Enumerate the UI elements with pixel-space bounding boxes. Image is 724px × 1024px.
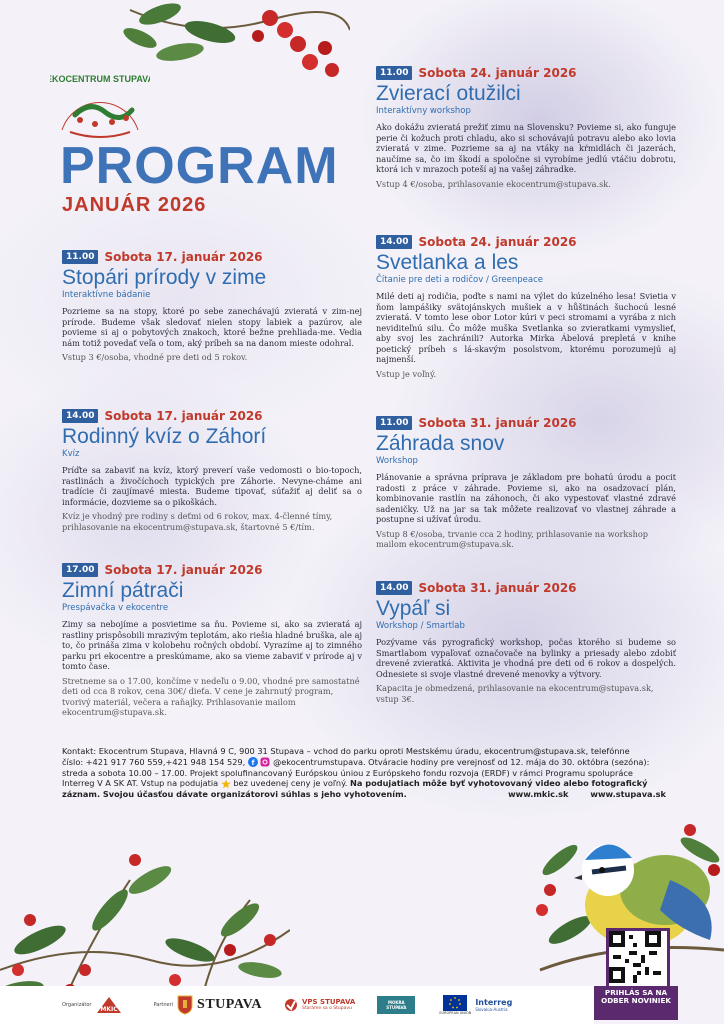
contact-web-row [62, 789, 666, 800]
partners [153, 995, 262, 1015]
time-badge: 14.00 [62, 409, 98, 423]
footer-logos [0, 986, 594, 1024]
qr-code[interactable] [606, 928, 670, 992]
event-subtitle: Interaktívny workshop [376, 106, 471, 117]
event-note: Vstup 3 €/osoba, vhodné pre deti od 5 rokov. [62, 352, 248, 363]
instagram-icon[interactable] [260, 757, 270, 767]
event-note: Vstup je voľný. [376, 368, 437, 379]
time-badge: 11.00 [376, 416, 412, 430]
event-description: Ako dokážu zvieratá prežiť zimu na Slovensku? Povieme si, ako funguje perie či kožuch proti chladu, ako si schovávajú potravu alebo ako lovia zvieratá v zime. Pozrieme sa aj na vtáky na kŕmidlách či jazerách, naučíme sa, čo im škodí a spoločne si vyrobíme jedlú vtáčiu dobrotu, ktorá ich v mrazoch poteší aj na vašej záhradke. [376, 122, 676, 175]
eu-label: EUROPEAN UNION [439, 1011, 472, 1015]
event-date: Sobota 24. január 2026 [418, 66, 577, 80]
newsletter-signup-label[interactable]: PRIHLÁS SA NA ODBER NOVINIEK [594, 986, 678, 1020]
qr-pattern-icon [609, 931, 661, 983]
contact-line [62, 757, 666, 768]
organizer [62, 995, 123, 1015]
event-card-4 [376, 235, 676, 379]
time-badge: 11.00 [376, 66, 412, 80]
event-card-2 [62, 563, 362, 718]
interreg-subtitle: Slovakia-Austria [475, 1006, 508, 1012]
time-badge: 11.00 [62, 250, 98, 264]
mkic-logo-icon [95, 995, 123, 1015]
event-note: Vstup 4 €/osoba, prihlasovanie ekocentrum@stupava.sk. [376, 178, 611, 189]
eu-logo [439, 995, 512, 1015]
event-description: Milé deti aj rodičia, poďte s nami na výlet do kúzelného lesa! Svietia v ňom lampášiky svätojánskych mušiek a v hůštinách šuchocú lesné zvieratá. V tomto lese obor Lotor kúri v peci stromami a vyrába z nich neviditeľnú silu. Čo môže muška Svetlanka so zvieratkami vymyslieť, aby svoj les zachránili? Autorka Mirka Ábelová prepletá v knihe poetický príbeh s lá-skavým posolstvom, ktorému porozumejú aj najmenší. [376, 291, 676, 365]
event-description: Pozrieme sa na stopy, ktoré po sebe zanechávajú zvieratá v zim-nej prírode. Budeme však sledovať nielen stopy labiek a pazúrov, ale povieme si aj o pobytových znakoch, ktoré bežne prehliada-me. Vedia nám totiž povedať veľa o tom, aký príbeh sa na danom mieste odohral. [62, 306, 362, 348]
event-title: Rodinný kvíz o Záhorí [62, 425, 267, 448]
green-logo-badge: MOKRA STUPAVA [377, 996, 415, 1014]
event-note: Kvíz je vhodný pre rodiny s deťmi od 6 rokov, max. 4-členné tímy, prihlasovanie na ekocentrum@stupava.sk, štartovné 5 €/tím. [62, 511, 333, 532]
stupava-coat-of-arms-icon [177, 995, 193, 1015]
event-title: Záhrada snov [376, 432, 505, 455]
facebook-icon[interactable] [248, 757, 258, 767]
event-date: Sobota 24. január 2026 [418, 235, 577, 249]
stupava-logo-text: STUPAVA [197, 997, 262, 1012]
time-badge: 14.00 [376, 581, 412, 595]
consent-text: záznam. Svojou účasťou dávate organizátorovi súhlas s jeho vyhotovením. [62, 789, 407, 800]
ekocentrum-logo [50, 60, 150, 144]
event-title: Svetlanka a les [376, 251, 519, 274]
event-description: Plánovanie a správna príprava je základom pre bohatú úrodu a pocit radosti z práce v záhrade. Povieme si, ako na osadzovací plán, kombinovanie rastlín na záhonoch, či ako vypestovať vlastné zdravé sadeničky. Už na jar sa tak môžete realizovať vo vlastnej záhrade a postupne si užívať úrodu. [376, 472, 676, 525]
website-link-mkic[interactable]: www.mkic.sk [508, 789, 569, 800]
event-date: Sobota 31. január 2026 [418, 581, 577, 595]
event-note: Stretneme sa o 17.00, končíme v nedeľu o 9.00, vhodné pre samostatné deti od cca 8 rokov, cena 30€/ dieťa. V cene je zahrnutý program, tvorivý materiál, večera a raňajky. Prihlasovanie mailom ekocentrum@stupava.sk. [62, 675, 360, 718]
svg-text:f: f [251, 759, 255, 768]
green-partner-logo [377, 996, 415, 1014]
event-subtitle: Prespávačka v ekocentre [62, 603, 169, 614]
event-card-1 [62, 409, 362, 532]
event-card-5 [376, 416, 676, 550]
event-card-0 [62, 250, 362, 363]
partners-label: Partneri [153, 1002, 174, 1008]
event-title: Zimní pátrači [62, 579, 184, 602]
event-date: Sobota 31. január 2026 [418, 416, 577, 430]
event-note: Vstup 8 €/osoba, trvanie cca 2 hodiny, prihlasovanie na workshop mailom ekocentrum@stupava.sk. [376, 528, 649, 550]
berries-illustration-bottom [0, 820, 290, 1010]
event-description: Zimy sa nebojíme a posvietime sa ňu. Povieme si, ako sa zvieratá aj rastliny prispôsobili mrazivým teplotám, ako riešia hladné bruška, ale aj to, čo prináša zima v kolobehu ročných období. Vyrazíme aj to zimného parku pri ekocentre a preskúmame, ako sa vieme zabaviť v prírode aj v tomto čase. [62, 619, 363, 672]
eu-flag-icon [443, 995, 467, 1011]
vps-logo [284, 998, 355, 1012]
event-subtitle: Čítanie pre deti a rodičov / Greenpeace [376, 275, 543, 286]
berries-illustration-top [120, 0, 350, 80]
event-title: Stopári prírody v zime [62, 266, 267, 289]
event-subtitle: Kvíz [62, 449, 80, 460]
page-subtitle: JANUÁR 2026 [62, 194, 207, 216]
event-subtitle: Interaktívne bádanie [62, 290, 151, 301]
mkic-logo-text: MKIC [100, 1006, 119, 1013]
vps-logo-text: VPS STUPAVA [302, 998, 356, 1006]
page-title: PROGRAM [60, 137, 339, 195]
contact-line [62, 778, 666, 789]
event-subtitle: Workshop [376, 456, 418, 467]
event-note: Kapacita je obmedzená, prihlasovanie na ekocentrum@stupava.sk, vstup 3€. [376, 683, 654, 704]
vps-slogan: Staráme sa o Stupavu [302, 1006, 352, 1011]
organizer-label: Organizátor [62, 1002, 92, 1008]
event-card-6 [376, 581, 676, 704]
contact-text: bez uvedenej ceny je voľný. [233, 778, 348, 789]
phone-numbers: číslo: +421 917 760 559,+421 948 154 529, [62, 756, 246, 767]
social-handle: @ekocentrumstupava. Otváracie hodiny pre verejnosť od 12. mája do 30. októbra (sezóna): [273, 756, 650, 767]
event-title: Zvierací otužilci [376, 82, 521, 105]
vps-logo-icon [284, 998, 298, 1012]
event-card-3 [376, 66, 676, 189]
contact-line: streda a sobota 10.00 – 17.00. Projekt spolufinancovaný Európskou úniou z Európskeho fondu rozvoja (ERDF) v rámci Programu spolupráce [62, 767, 633, 778]
consent-text: Na podujatiach môže byť vyhotovovaný video alebo fotografický [350, 778, 648, 789]
time-badge: 14.00 [376, 235, 412, 249]
event-title: Vypáľ si [376, 597, 451, 620]
event-subtitle: Workshop / Smartlab [376, 621, 465, 632]
contact-line: Kontakt: Ekocentrum Stupava, Hlavná 9 C, 900 31 Stupava – vchod do parku oproti Mestskému úradu, ekocentrum@stupava.sk, telefónne [62, 746, 630, 756]
event-description: Pozývame vás pyrografický workshop, počas ktorého si budeme so Smartlabom vypaľovať označovače na bylinky a priesady alebo zdobiť drevené zvieratká. Aktivita je vhodná pre deti od 6 rokov a dospelých. Odnesiete si svoje vlastné drevené menovky a výtvory. [376, 637, 676, 679]
contact-text: Interreg V A SK AT. Vstup na podujatia [62, 778, 219, 789]
event-date: Sobota 17. január 2026 [104, 409, 263, 423]
contact-info [62, 746, 666, 800]
event-description: Príďte sa zabaviť na kvíz, ktorý preverí vaše vedomosti o bio-topoch, rastlinách a živočíchoch typických pre Záhorie. Nevyne-cháme ani tradície či zaujímavé miesta. Budeme tipovať, súťažiť aj deliť sa o informácie, dozvieme sa o pikoškách. [62, 465, 362, 507]
website-link-stupava[interactable]: www.stupava.sk [590, 789, 666, 800]
logo-text: EKOCENTRUM STUPAVA [50, 74, 150, 84]
time-badge: 17.00 [62, 563, 98, 577]
event-date: Sobota 17. január 2026 [104, 250, 263, 264]
star-icon [221, 779, 231, 789]
interreg-logo-text: Interreg [475, 997, 513, 1007]
event-date: Sobota 17. január 2026 [104, 563, 263, 577]
